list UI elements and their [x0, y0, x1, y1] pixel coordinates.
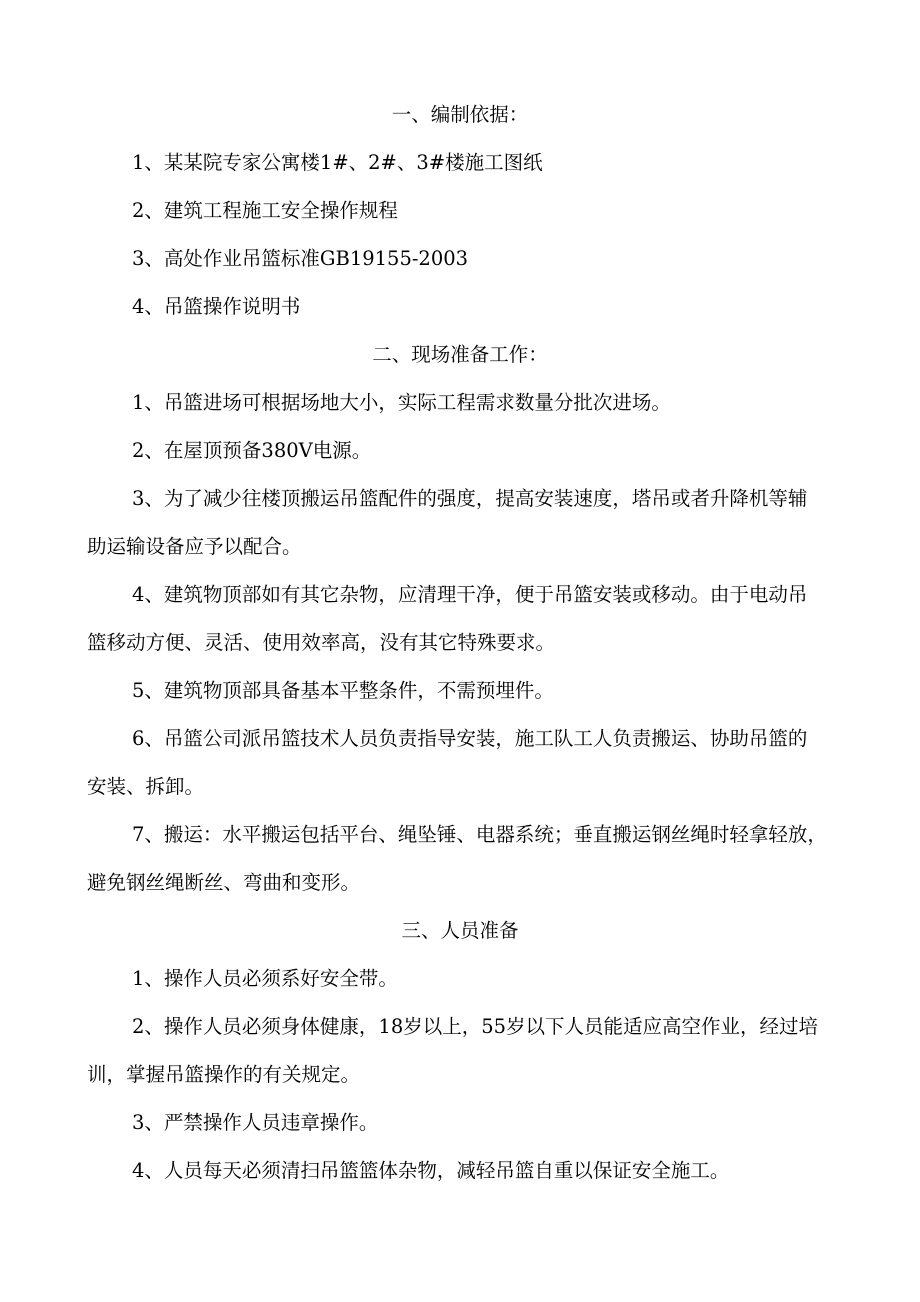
paragraph-2-7-cont: 避免钢丝绳断丝、弯曲和变形。 [87, 871, 361, 894]
paragraph-1-4: 4、吊篮操作说明书 [132, 295, 301, 318]
paragraph-3-2: 2、操作人员必须身体健康，18岁以上，55岁以下人员能适应高空作业，经过培 [132, 1015, 819, 1038]
paragraph-2-6: 6、吊篮公司派吊篮技术人员负责指导安装，施工队工人负责搬运、协助吊篮的 [132, 727, 808, 750]
paragraph-2-6-cont: 安装、拆卸。 [87, 775, 205, 798]
paragraph-1-3: 3、高处作业吊篮标准GB19155-2003 [132, 247, 469, 270]
paragraph-3-2-cont: 训，掌握吊篮操作的有关规定。 [87, 1063, 361, 1086]
paragraph-3-3: 3、严禁操作人员违章操作。 [132, 1111, 379, 1134]
paragraph-3-4: 4、人员每天必须清扫吊篮篮体杂物，减轻吊篮自重以保证安全施工。 [132, 1159, 730, 1182]
paragraph-2-7: 7、搬运：水平搬运包括平台、绳坠锤、电器系统；垂直搬运钢丝绳时轻拿轻放， [132, 823, 827, 846]
paragraph-3-1: 1、操作人员必须系好安全带。 [132, 967, 398, 990]
paragraph-1-1: 1、某某院专家公寓楼1#、2#、3#楼施工图纸 [132, 151, 543, 174]
paragraph-2-1: 1、吊篮进场可根据场地大小，实际工程需求数量分批次进场。 [132, 391, 671, 414]
section-heading-2: 二、现场准备工作： [372, 343, 548, 366]
paragraph-2-4: 4、建筑物顶部如有其它杂物，应清理干净，便于吊篮安装或移动。由于电动吊 [132, 583, 808, 606]
paragraph-2-5: 5、建筑物顶部具备基本平整条件，不需预埋件。 [132, 679, 554, 702]
section-heading-3: 三、人员准备 [401, 919, 519, 942]
paragraph-2-2: 2、在屋顶预备380V电源。 [132, 439, 372, 462]
paragraph-2-3-cont: 助运输设备应予以配合。 [87, 535, 302, 558]
section-heading-1: 一、编制依据： [391, 103, 529, 126]
paragraph-1-2: 2、建筑工程施工安全操作规程 [132, 199, 398, 222]
paragraph-2-4-cont: 篮移动方便、灵活、使用效率高，没有其它特殊要求。 [87, 631, 556, 654]
paragraph-2-3: 3、为了减少往楼顶搬运吊篮配件的强度，提高安装速度，塔吊或者升降机等辅 [132, 487, 808, 510]
